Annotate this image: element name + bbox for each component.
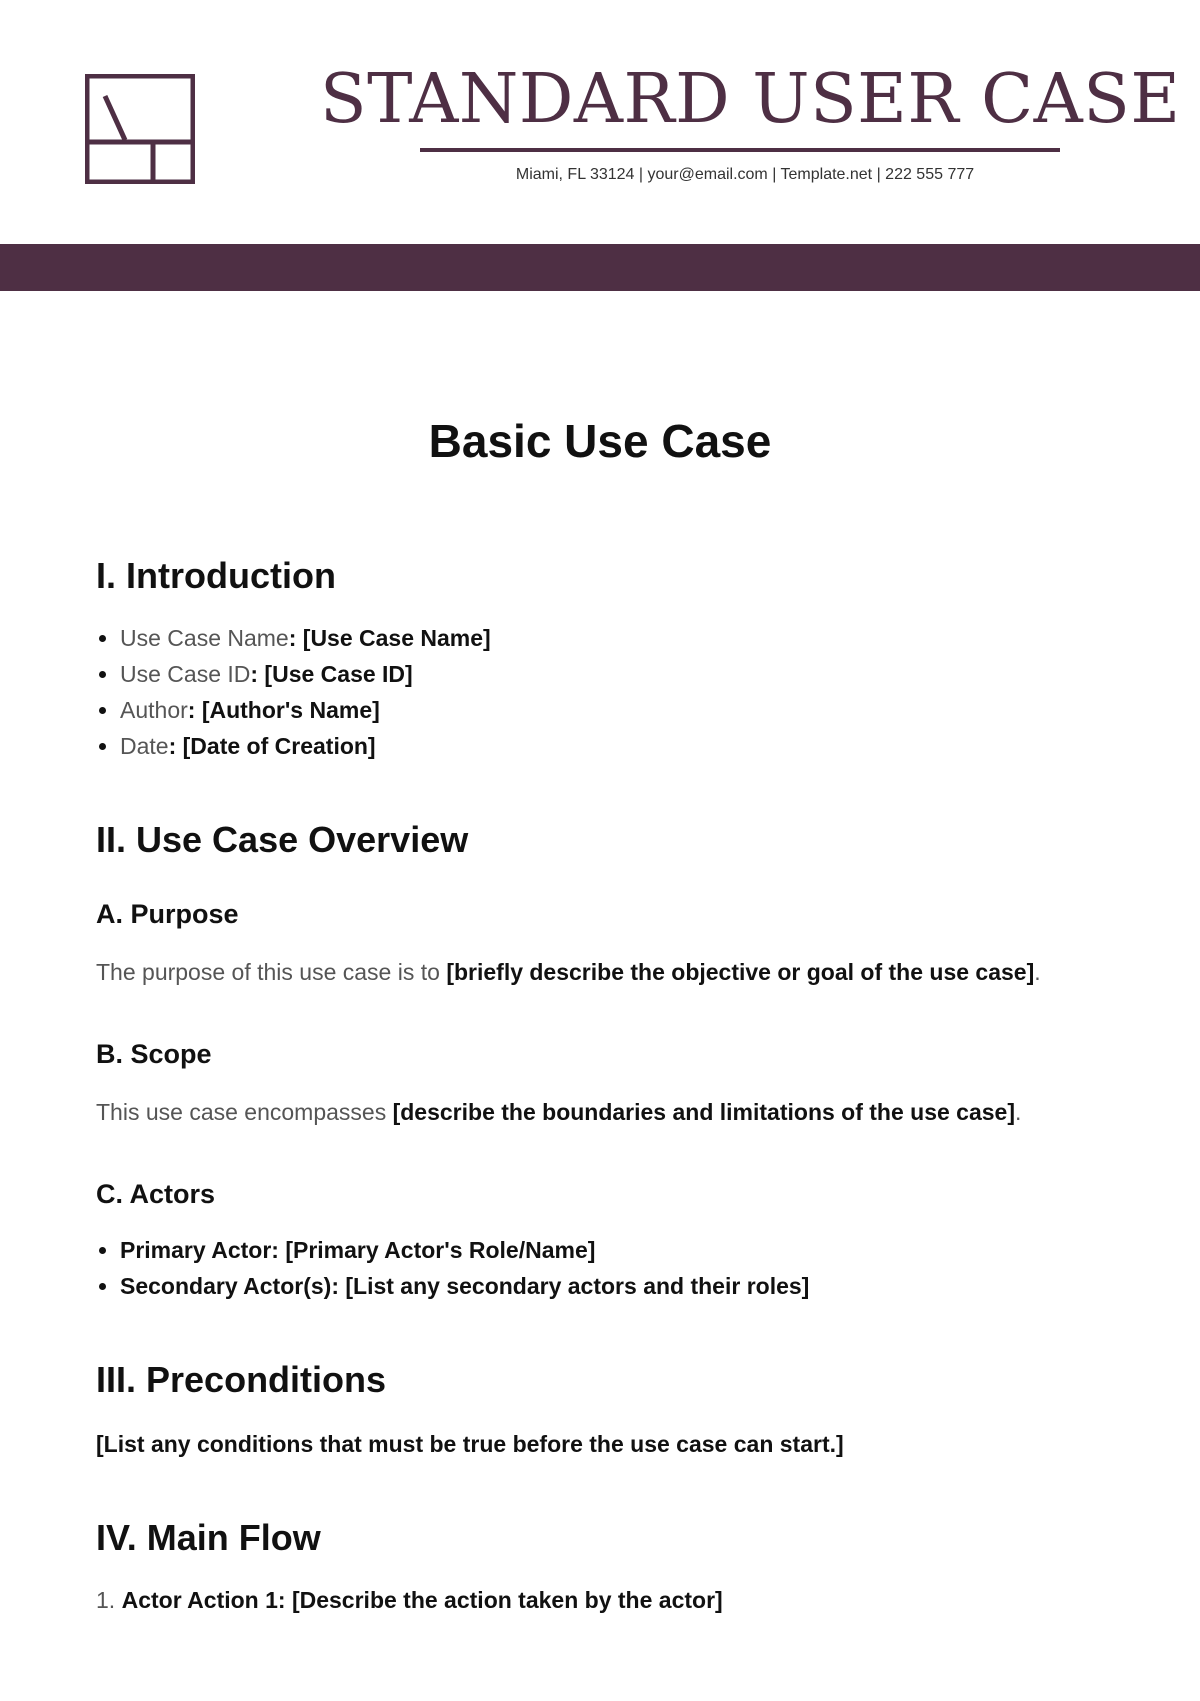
contact-info: Miami, FL 33124 | your@email.com | Template.net | 222 555 777	[515, 166, 975, 183]
list-item	[120, 620, 1116, 656]
section-overview-heading: II. Use Case Overview	[96, 819, 469, 860]
purpose-placeholder: [briefly describe the objective or goal of the use case]	[446, 959, 1035, 985]
step-number: 1.	[96, 1587, 116, 1613]
brand-title-underline	[420, 148, 1060, 152]
document-body	[96, 552, 1116, 1618]
scope-paragraph	[96, 1094, 1116, 1130]
purpose-suffix: .	[1034, 959, 1041, 985]
subsection-scope-heading: B. Scope	[96, 1039, 212, 1069]
list-item: • Primary Actor: [Primary Actor's Role/Name]	[120, 1232, 1116, 1268]
item-value: : [Author's Name]	[187, 697, 380, 723]
item-label: Use Case Name	[120, 625, 289, 651]
item-label: Use Case ID	[120, 661, 251, 687]
item-value: : [Use Case Name]	[288, 625, 491, 651]
document-title: Basic Use Case	[428, 415, 772, 467]
subsection-purpose-heading: A. Purpose	[96, 899, 239, 929]
section-main-flow-heading: IV. Main Flow	[96, 1517, 321, 1558]
item-value: : [Use Case ID]	[250, 661, 413, 687]
list-item	[120, 656, 1116, 692]
section-introduction-heading: I. Introduction	[96, 555, 336, 596]
list-item	[120, 692, 1116, 728]
item-value: : [Date of Creation]	[168, 733, 376, 759]
item-label: Date	[120, 733, 169, 759]
header-band	[0, 244, 1200, 291]
scope-text: This use case encompasses	[96, 1099, 393, 1125]
brand-logo-icon	[85, 74, 195, 184]
introduction-list	[96, 620, 1116, 764]
preconditions-paragraph: [List any conditions that must be true before the use case can start.]	[96, 1431, 844, 1457]
purpose-paragraph	[96, 954, 1116, 990]
item-label: Author	[120, 697, 188, 723]
main-flow-list	[96, 1582, 1116, 1618]
section-preconditions-heading: III. Preconditions	[96, 1359, 387, 1400]
step-text: Actor Action 1: [Describe the action taken by the actor]	[121, 1587, 723, 1613]
list-item: • Secondary Actor(s): [List any secondary actors and their roles]	[120, 1268, 1116, 1304]
scope-suffix: .	[1015, 1099, 1022, 1125]
actors-list	[96, 1232, 1116, 1304]
scope-placeholder: [describe the boundaries and limitations of the use case]	[392, 1099, 1016, 1125]
list-item	[96, 1582, 1116, 1618]
purpose-text: The purpose of this use case is to	[96, 959, 447, 985]
list-item	[120, 728, 1116, 764]
brand-title: STANDARD USER CASE	[320, 60, 1181, 139]
subsection-actors-heading: C. Actors	[96, 1179, 216, 1209]
